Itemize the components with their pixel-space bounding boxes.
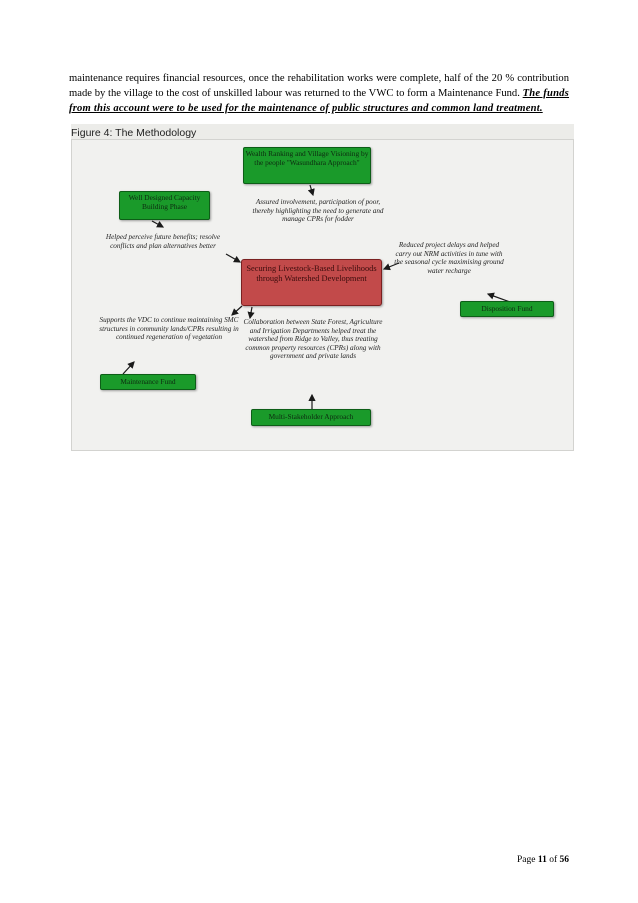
box-securing-livelihoods: Securing Livestock-Based Livelihoods through Watershed Development [241,259,382,306]
box-disposition-fund: Disposition Fund [460,301,554,317]
note-supports-vdc: Supports the VDC to continue maintaining SMC structures in community lands/CPRs resulting in continued regeneration of vegetation [99,316,239,342]
arrow-top [310,185,313,195]
paragraph-text: maintenance requires financial resources, once the rehabilitation works were complete, half of the 20 % contribution made by the village to the cost of unskilled labour was returned to the VWC to form a Maintenance Fund. [69,73,569,100]
note-future-benefits: Helped perceive future benefits; resolve conflicts and plan alternatives better [105,233,221,250]
arrow-left-center [226,254,240,262]
footer-prefix: Page [517,855,538,865]
arrow-center-left [232,306,242,315]
note-reduced-delays: Reduced project delays and helped carry out NRM activities in tune with the seasonal cycle maximising ground water recharge [394,241,504,275]
arrow-center-bottom [250,307,252,318]
note-collaboration: Collaboration between State Forest, Agriculture and Irrigation Departments helped treat the watershed from Ridge to Valley, thus treating common property resources (CPRs) along with government and private lands [243,318,383,361]
arrow-left-top [152,221,163,227]
box-capacity-building: Well Designed Capacity Building Phase [119,191,210,220]
box-multi-stakeholder: Multi-Stakeholder Approach [251,409,371,426]
paragraph-emphasis: The funds from this account were to be used for the maintenance of public structures and common land treatment. [69,88,569,115]
figure-title: Figure 4: The Methodology [71,127,197,139]
page-footer [517,855,569,865]
box-wealth-ranking: Wealth Ranking and Village Visioning by the people "Wasundhara Approach" [243,147,371,184]
note-assured-involvement: Assured involvement, participation of poor, thereby highlighting the need to generate and manage CPRs for fodder [252,198,384,224]
box-maintenance-fund: Maintenance Fund [100,374,196,390]
footer-of: of [546,855,560,865]
footer-page-number: 11 [537,855,547,865]
arrow-left-bottom [123,362,134,374]
footer-total-pages: 56 [559,855,569,865]
